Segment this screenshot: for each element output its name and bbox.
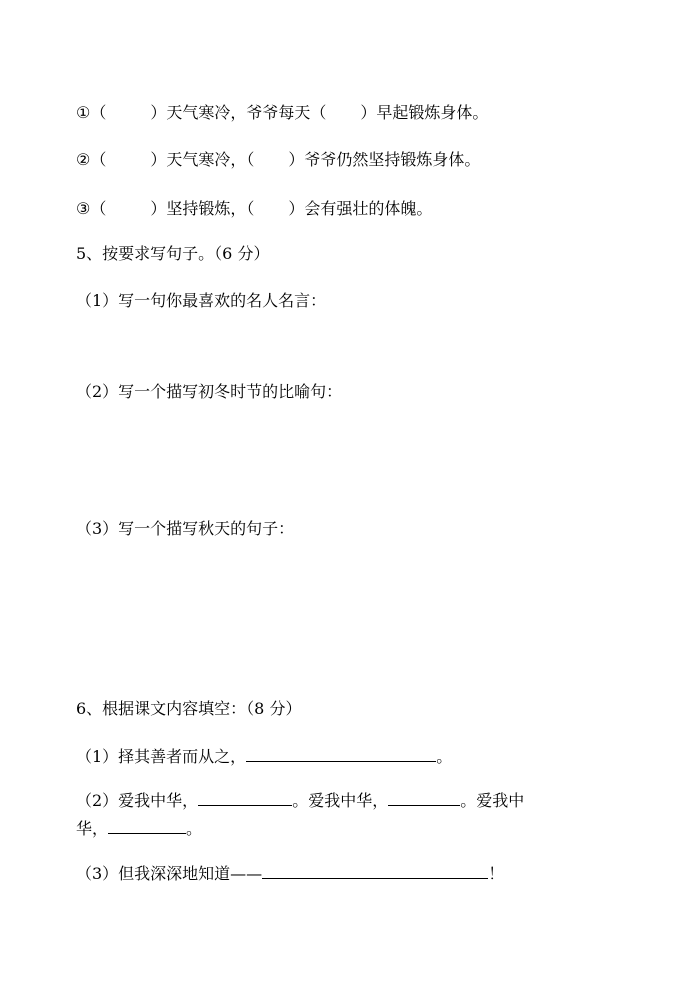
sentence-end: 早起锻炼身体。 — [376, 103, 489, 122]
item-end: ！ — [488, 864, 505, 883]
answer-line[interactable] — [108, 815, 186, 834]
question-6-item-1 — [76, 743, 452, 769]
circled-number-1: ① — [76, 103, 91, 122]
item-text: 。爱我中 — [460, 791, 525, 810]
item-end: 。 — [436, 747, 453, 766]
open-paren: （ — [90, 150, 107, 169]
sentence-middle: 天气寒冷， — [166, 150, 247, 169]
sentence-middle: 坚持锻炼， — [166, 199, 247, 218]
item-text: （3）但我深深地知道—— — [76, 864, 263, 883]
question-5-item-3: （3）写一个描写秋天的句子： — [76, 519, 295, 538]
close-paren: ） — [360, 103, 377, 122]
close-paren: ） — [288, 150, 305, 169]
answer-line[interactable] — [388, 787, 460, 806]
close-paren: ） — [150, 103, 167, 122]
question-6-item-3 — [76, 860, 504, 886]
circled-number-2: ② — [76, 150, 91, 169]
sentence-end: 爷爷仍然坚持锻炼身体。 — [304, 150, 481, 169]
question-5-heading: 5、按要求写句子。（6 分） — [76, 244, 270, 263]
fill-pair-2 — [76, 148, 480, 172]
circled-number-3: ③ — [76, 199, 91, 218]
question-5-item-2: （2）写一个描写初冬时节的比喻句： — [76, 382, 343, 401]
open-paren: （ — [246, 199, 255, 218]
open-paren: （ — [310, 103, 327, 122]
answer-line[interactable] — [198, 787, 292, 806]
question-6-item-2 — [76, 787, 524, 813]
open-paren: （ — [90, 103, 107, 122]
fill-pair-1 — [76, 101, 488, 125]
fill-pair-3 — [76, 197, 432, 221]
answer-line[interactable] — [246, 743, 436, 762]
item-end: 。 — [186, 819, 203, 838]
sentence-end: 会有强壮的体魄。 — [304, 199, 433, 218]
close-paren: ） — [150, 199, 167, 218]
close-paren: ） — [150, 150, 167, 169]
close-paren: ） — [288, 199, 305, 218]
open-paren: （ — [246, 150, 255, 169]
question-6-heading: 6、根据课文内容填空：（8 分） — [76, 699, 302, 718]
question-6-item-2-continued — [76, 815, 202, 841]
item-text: 。爱我中华， — [292, 791, 389, 810]
open-paren: （ — [90, 199, 107, 218]
question-5-item-1: （1）写一句你最喜欢的名人名言： — [76, 291, 327, 310]
item-text: （2）爱我中华， — [76, 791, 199, 810]
item-text: （1）择其善者而从之， — [76, 747, 247, 766]
item-text: 华， — [76, 819, 109, 838]
sentence-middle: 天气寒冷，爷爷每天 — [166, 103, 311, 122]
answer-line[interactable] — [262, 860, 488, 879]
